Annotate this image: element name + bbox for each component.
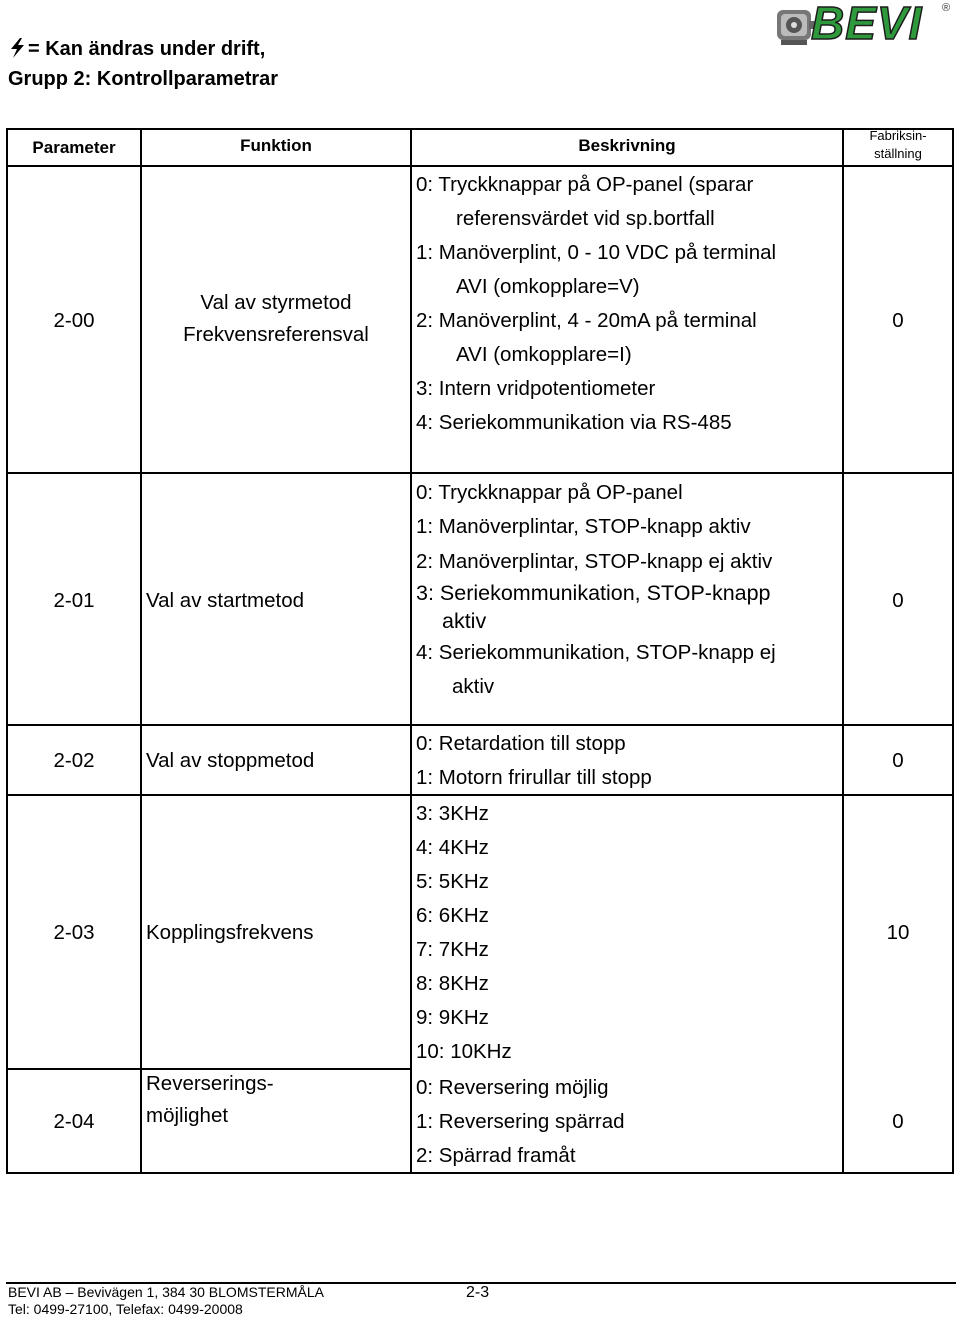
desc-2-00-0: 0: Tryckknappar på OP-panel (sparar [416,173,754,196]
parameter-table [6,128,954,1174]
desc-2-01-6: aktiv [452,675,495,698]
page-number: 2-3 [466,1284,490,1301]
param-2-04: 2-04 [53,1110,95,1133]
desc-2-03-7: 10: 10KHz [416,1040,512,1063]
desc-2-02-1: 1: Motorn frirullar till stopp [416,766,652,789]
funktion-2-00-line1: Val av styrmetod [200,291,352,314]
funktion-2-04-line1: Reverserings- [146,1072,274,1095]
param-2-01: 2-01 [53,589,95,612]
desc-2-03-6: 9: 9KHz [416,1006,489,1029]
page-title [8,34,278,94]
desc-2-01-2: 2: Manöverplintar, STOP-knapp ej aktiv [416,550,773,573]
desc-2-00-2: 1: Manöverplint, 0 - 10 VDC på terminal [416,241,777,264]
funktion-2-03: Kopplingsfrekvens [146,921,314,944]
header-funktion: Funktion [240,136,312,155]
desc-2-01-4: aktiv [442,609,487,633]
funktion-2-01: Val av startmetod [146,589,304,612]
title-line-1 [8,34,278,64]
desc-2-00-3: AVI (omkopplare=V) [456,275,640,298]
desc-2-01-1: 1: Manöverplintar, STOP-knapp aktiv [416,515,751,538]
registered-mark: ® [942,2,951,14]
desc-2-00-7: 4: Seriekommunikation via RS-485 [416,411,732,434]
default-2-02: 0 [892,749,904,772]
header-fabrik-line1: Fabriksin- [869,128,927,143]
desc-2-01-3: 3: Seriekommunikation, STOP-knapp [416,581,771,605]
desc-2-03-4: 7: 7KHz [416,938,489,961]
desc-2-00-4: 2: Manöverplint, 4 - 20mA på terminal [416,309,757,332]
desc-2-00-1: referensvärdet vid sp.bortfall [456,207,715,230]
title-line-2: Grupp 2: Kontrollparametrar [8,68,279,90]
title-line-1-text: = Kan ändras under drift, [28,38,266,60]
default-2-00: 0 [892,309,904,332]
default-2-01: 0 [892,589,904,612]
desc-2-00-5: AVI (omkopplare=I) [456,343,632,366]
desc-2-03-0: 3: 3KHz [416,802,489,825]
funktion-2-02: Val av stoppmetod [146,749,315,772]
desc-2-00-6: 3: Intern vridpotentiometer [416,377,656,400]
desc-2-03-1: 4: 4KHz [416,836,489,859]
desc-2-04-0: 0: Reversering möjlig [416,1076,609,1099]
param-2-03: 2-03 [53,921,95,944]
desc-2-03-2: 5: 5KHz [416,870,489,893]
param-2-02: 2-02 [53,749,95,772]
footer-contact [8,1284,324,1318]
funktion-2-04-line2: möjlighet [146,1104,229,1127]
default-2-03: 10 [886,921,910,944]
desc-2-01-5: 4: Seriekommunikation, STOP-knapp ej [416,641,776,664]
desc-2-04-2: 2: Spärrad framåt [416,1144,576,1167]
desc-2-04-1: 1: Reversering spärrad [416,1110,625,1133]
desc-2-02-0: 0: Retardation till stopp [416,732,626,755]
header-fabrik-line2: ställning [874,146,922,161]
logo-text: BEVI [811,0,923,49]
footer-phone: Tel: 0499-27100, Telefax: 0499-20008 [8,1301,243,1317]
bevi-logo [775,2,955,48]
desc-2-01-0: 0: Tryckknappar på OP-panel [416,481,683,504]
footer-address: BEVI AB – Bevivägen 1, 384 30 BLOMSTERMÅLA [8,1284,324,1300]
header-beskrivning: Beskrivning [578,136,676,155]
param-2-00: 2-00 [53,309,95,332]
desc-2-03-5: 8: 8KHz [416,972,489,995]
funktion-2-00-line2: Frekvensreferensval [183,323,369,346]
desc-2-03-3: 6: 6KHz [416,904,489,927]
header-parameter: Parameter [32,138,116,157]
lightning-icon [8,38,26,58]
default-2-04: 0 [892,1110,904,1133]
